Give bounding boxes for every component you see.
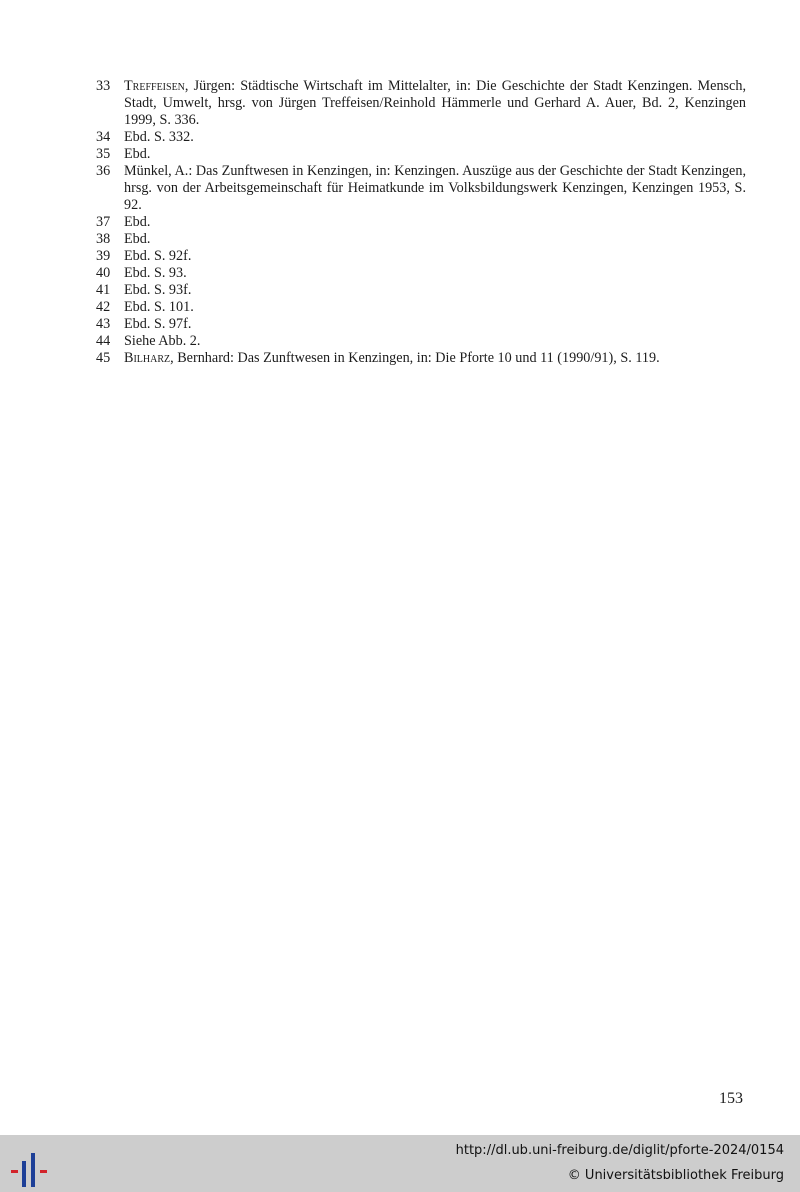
footnote-44 bbox=[96, 333, 746, 350]
footnote-43 bbox=[96, 316, 746, 333]
footnote-33 bbox=[96, 78, 746, 129]
footnote-text: Ebd. S. 332. bbox=[124, 129, 194, 145]
footnote-text: Ebd. bbox=[124, 214, 151, 230]
ub-freiburg-logo-icon bbox=[10, 1145, 50, 1187]
footnote-39 bbox=[96, 248, 746, 265]
footnote-text: Ebd. S. 93. bbox=[124, 265, 187, 281]
footnote-number: 43 bbox=[96, 316, 111, 332]
footnote-number: 38 bbox=[96, 231, 111, 247]
footnote-text: Ebd. S. 101. bbox=[124, 299, 194, 315]
footnote-text: Ebd. S. 97f. bbox=[124, 316, 192, 332]
footnote-number: 35 bbox=[96, 146, 111, 162]
footnote-number: 44 bbox=[96, 333, 111, 349]
footnote-35 bbox=[96, 146, 746, 163]
footnote-body: , Bernhard: Das Zunftwesen in Kenzingen, in: Die Pforte 10 und 11 (1990/91), S. 119. bbox=[170, 350, 660, 366]
footnote-40 bbox=[96, 265, 746, 282]
footnote-text: Münkel, A.: Das Zunftwesen in Kenzingen, in: Kenzingen. Auszüge aus der Geschichte der Stadt Kenzingen, hrsg. von der Arbeitsgemeinschaft für Heimatkunde im Volksbildungswerk Kenzingen, Kenzingen 1953, S. 92. bbox=[124, 163, 746, 213]
footnote-number: 36 bbox=[96, 163, 111, 179]
footnote-body: , Jürgen: Städtische Wirtschaft im Mittelalter, in: Die Geschichte der Stadt Kenzingen. Mensch, Stadt, Umwelt, hrsg. von Jürgen Treffeisen/Reinhold Hämmerle und Gerhard A. Auer, Bd. 2, Kenzingen 1999, S. 336. bbox=[124, 78, 746, 128]
page-number: 153 bbox=[719, 1090, 743, 1107]
footnote-37 bbox=[96, 214, 746, 231]
footnote-number: 41 bbox=[96, 282, 111, 298]
footnote-author: Bilharz bbox=[124, 350, 171, 366]
footnote-36 bbox=[96, 163, 746, 214]
footnote-number: 37 bbox=[96, 214, 111, 230]
footnote-number: 40 bbox=[96, 265, 111, 281]
footer-copyright: © Universitätsbibliothek Freiburg bbox=[567, 1168, 784, 1183]
footnote-text: Ebd. S. 93f. bbox=[124, 282, 192, 298]
footnote-text: Ebd. S. 92f. bbox=[124, 248, 192, 264]
footnote-author: Treffeisen bbox=[124, 78, 185, 94]
footer-url-link[interactable]: http://dl.ub.uni-freiburg.de/diglit/pforte-2024/0154 bbox=[455, 1143, 784, 1158]
footnotes-list bbox=[96, 78, 746, 367]
footnote-text: Siehe Abb. 2. bbox=[124, 333, 201, 349]
footer-bar bbox=[0, 1135, 800, 1192]
footnote-45 bbox=[96, 350, 746, 367]
footnote-number: 39 bbox=[96, 248, 111, 264]
footnote-text: Ebd. bbox=[124, 231, 151, 247]
footnote-text bbox=[124, 350, 746, 367]
footnote-number: 33 bbox=[96, 78, 111, 94]
footnote-34 bbox=[96, 129, 746, 146]
footnote-42 bbox=[96, 299, 746, 316]
footnote-text: Ebd. bbox=[124, 146, 151, 162]
footnote-number: 45 bbox=[96, 350, 111, 366]
footnote-38 bbox=[96, 231, 746, 248]
footnote-number: 34 bbox=[96, 129, 111, 145]
footnote-number: 42 bbox=[96, 299, 111, 315]
footnote-41 bbox=[96, 282, 746, 299]
footnote-text bbox=[124, 78, 746, 129]
